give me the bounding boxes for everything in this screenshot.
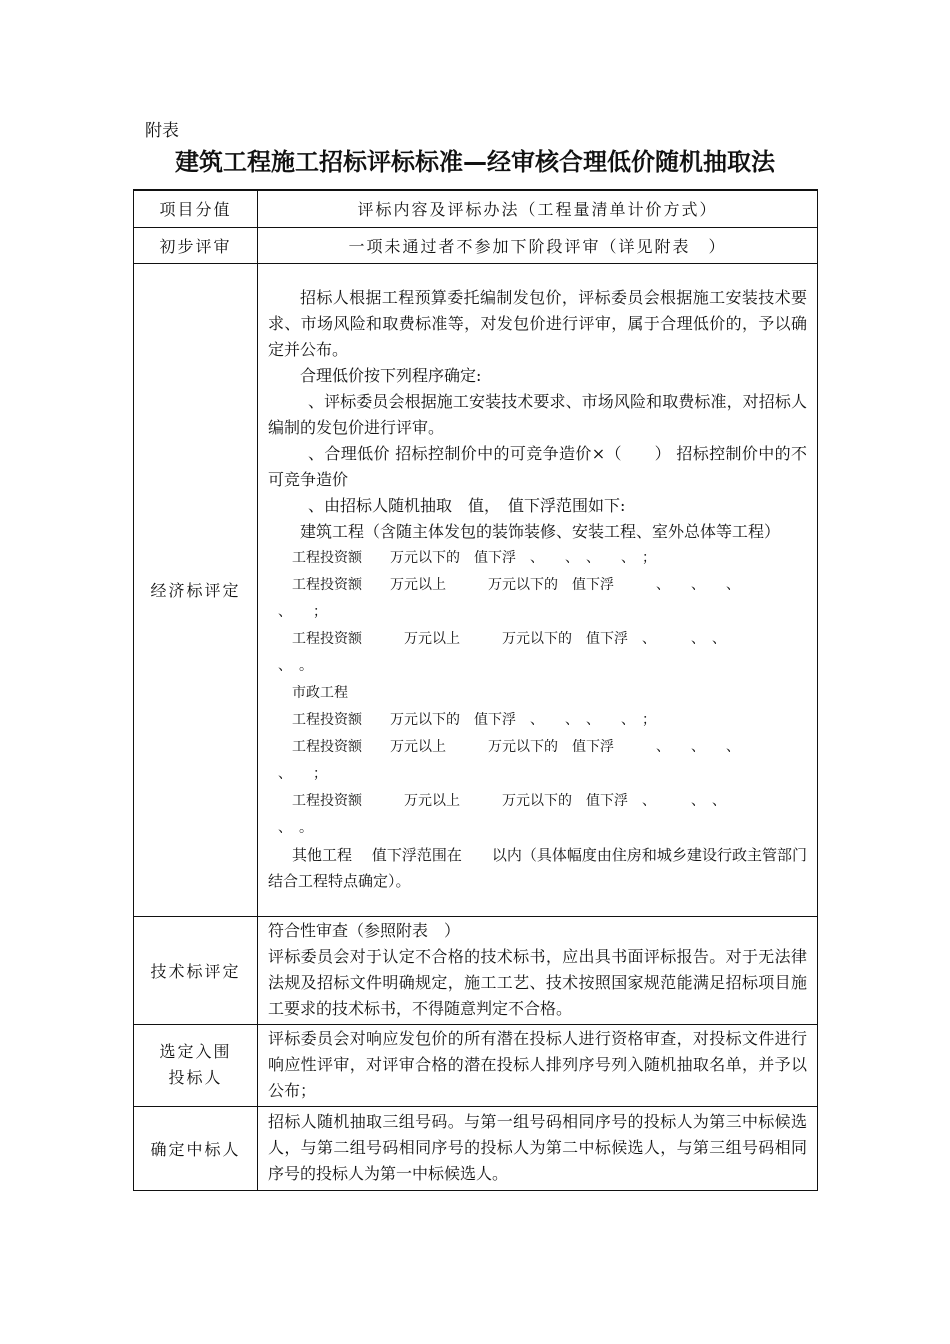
technical-label: 技术标评定 [134, 916, 258, 1024]
appendix-label: 附表 [145, 121, 179, 141]
winner-label: 确定中标人 [134, 1106, 258, 1190]
header-col1: 项目分值 [134, 190, 258, 227]
selection-content [258, 1024, 818, 1106]
economic-p5: 、由招标人随机抽取 值， 值下浮范围如下: [308, 496, 626, 515]
table-row-winner [134, 1106, 818, 1190]
municipal-title: 市政工程 [292, 685, 348, 701]
municipal-bracket-2-cont: 、 ； [278, 766, 327, 782]
technical-line-1: 符合性审查（参照附表 ） [268, 921, 461, 940]
selection-label [134, 1024, 258, 1106]
building-bracket-1: 工程投资额 万元以下的 值下浮 、 、 、 、 ； [292, 550, 656, 566]
initial-content: 一项未通过者不参加下阶段评审（详见附表 ） [258, 227, 818, 263]
table-row-technical [134, 916, 818, 1024]
page-title: 建筑工程施工招标评标标准—经审核合理低价随机抽取法 [175, 148, 775, 176]
technical-line-2: 评标委员会对于认定不合格的技术标书，应出具书面评标报告。对于无法律法规及招标文件明确规定，施工工艺、技术按照国家规范能满足招标项目施工要求的技术标书，不得随意判定不合格。 [268, 947, 807, 1018]
economic-p1: 招标人根据工程预算委托编制发包价，评标委员会根据施工安装技术要求、市场风险和取费标准等，对发包价进行评审，属于合理低价的，予以确定并公布。 [268, 288, 807, 359]
winner-text: 招标人随机抽取三组号码。与第一组号码相同序号的投标人为第三中标候选人，与第二组号码相同序号的投标人为第二中标候选人，与第三组号码相同序号的投标人为第一中标候选人。 [268, 1112, 807, 1183]
evaluation-table [133, 189, 818, 1191]
economic-p6: 建筑工程（含随主体发包的装饰装修、安装工程、室外总体等工程） [300, 522, 781, 541]
economic-p3: 、评标委员会根据施工安装技术要求、市场风险和取费标准，对招标人编制的发包价进行评审。 [268, 392, 807, 437]
municipal-bracket-3: 工程投资额 万元以上 万元以下的 值下浮 、 、 、 [292, 793, 726, 809]
economic-p4: 、合理低价 招标控制价中的可竞争造价×（ ） 招标控制价中的不可竞争造价 [268, 444, 807, 489]
initial-label: 初步评审 [134, 227, 258, 263]
economic-label: 经济标评定 [134, 263, 258, 916]
table-row-selection [134, 1024, 818, 1106]
table-row-initial [134, 227, 818, 263]
selection-label-line-1: 选定入围 [159, 1042, 232, 1061]
building-bracket-3-cont: 、 。 [278, 658, 313, 674]
economic-p2: 合理低价按下列程序确定: [300, 366, 482, 385]
table-header-row [134, 190, 818, 227]
municipal-bracket-3-cont: 、 。 [278, 820, 313, 836]
other-works: 其他工程 值下浮范围在 以内（具体幅度由住房和城乡建设行政主管部门结合工程特点确定）。 [268, 846, 807, 890]
building-bracket-2-cont: 、 ； [278, 604, 327, 620]
selection-label-line-2: 投标人 [168, 1068, 223, 1087]
header-col2: 评标内容及评标办法（工程量清单计价方式） [258, 190, 818, 227]
technical-content [258, 916, 818, 1024]
building-bracket-3: 工程投资额 万元以上 万元以下的 值下浮 、 、 、 [292, 631, 726, 647]
selection-text: 评标委员会对响应发包价的所有潜在投标人进行资格审查，对投标文件进行响应性评审，对评审合格的潜在投标人排列序号列入随机抽取名单，并予以公布； [268, 1029, 807, 1100]
building-bracket-2: 工程投资额 万元以上 万元以下的 值下浮 、 、 、 [292, 577, 740, 593]
economic-content [258, 263, 818, 916]
municipal-bracket-2: 工程投资额 万元以上 万元以下的 值下浮 、 、 、 [292, 739, 740, 755]
winner-content [258, 1106, 818, 1190]
municipal-bracket-1: 工程投资额 万元以下的 值下浮 、 、 、 、 ； [292, 712, 656, 728]
table-row-economic [134, 263, 818, 916]
